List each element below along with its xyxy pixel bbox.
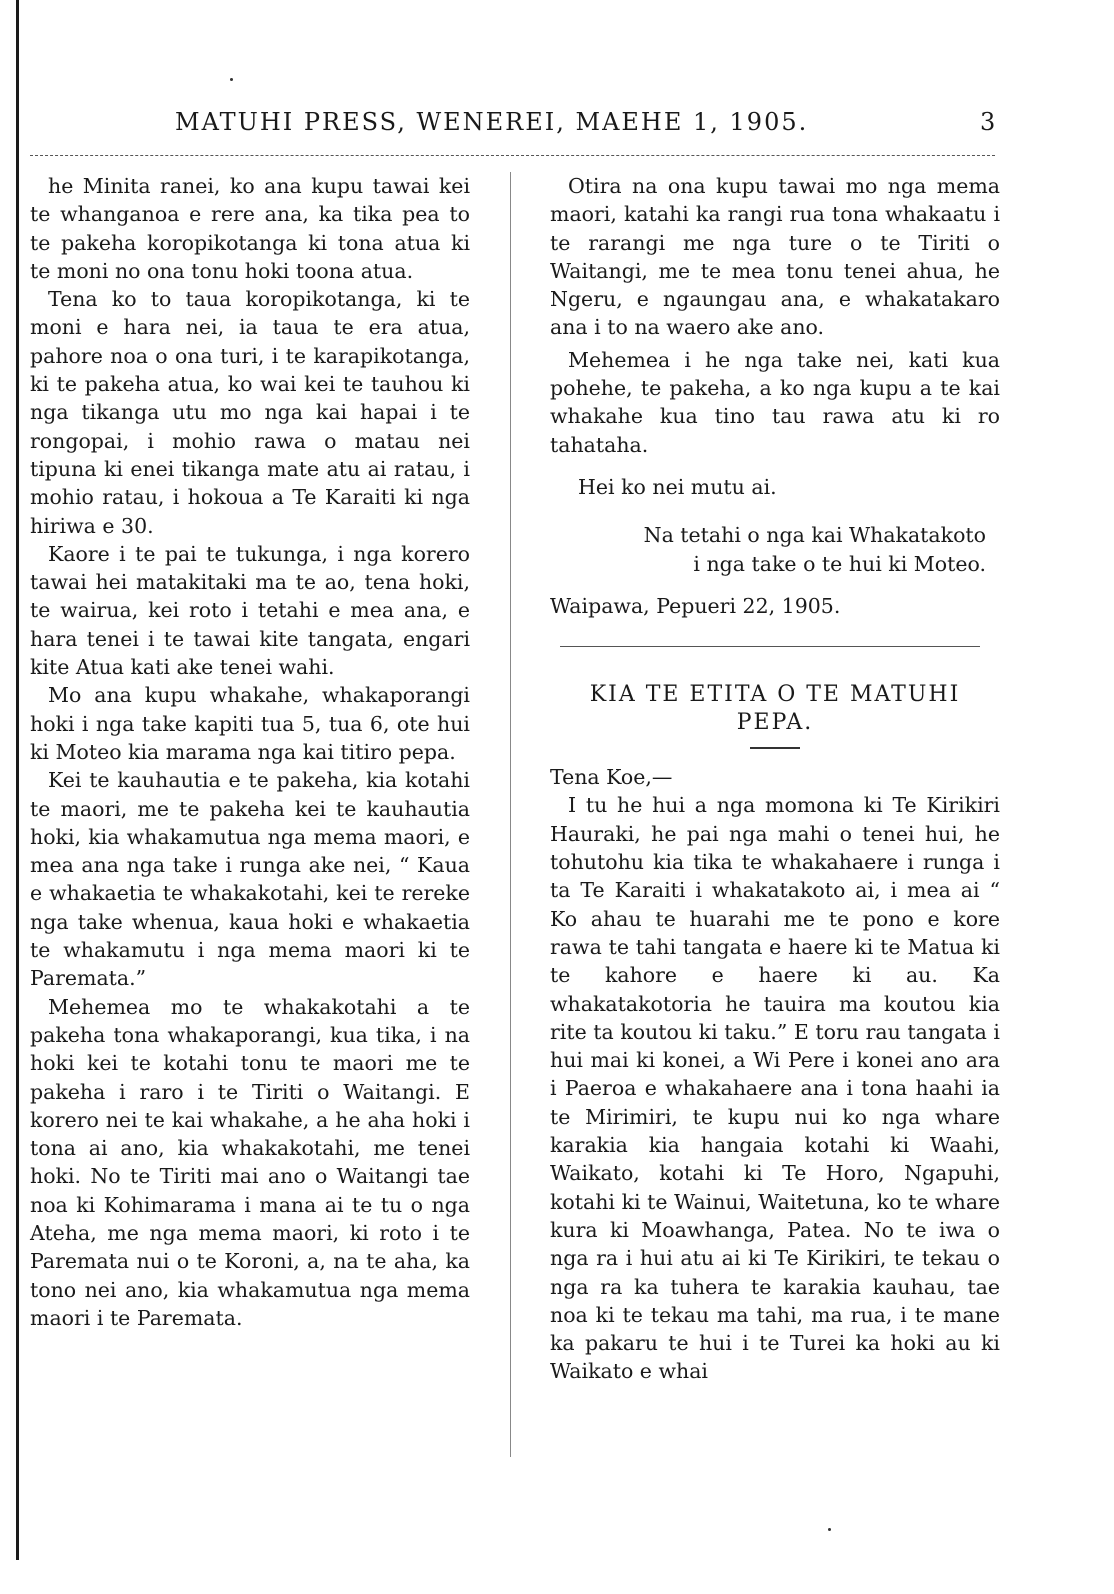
signoff: [550, 521, 1000, 578]
paragraph: Mo ana kupu whakahe, whakaporangi hoki i nga take kapiti tua 5, tua 6, ote hui ki Moteo kia marama nga kai titiro pepa.: [30, 683, 470, 764]
paragraph: Otira na ona kupu tawai mo nga mema maori, katahi ka rangi rua tona whakaatu i te rarangi me nga ture o te Tiriti o Waitangi, me te mea tonu tenei ahua, he Ngeru, e ngaungau ana, e whakatakaro ana i to na waero ake ano.: [550, 174, 1000, 340]
signoff-line: Na tetahi o nga kai Whakatakoto: [643, 523, 986, 548]
scan-edge-line: [16, 0, 19, 1560]
paragraph: Mehemea mo te whakakotahi a te pakeha tona whakaporangi, kua tika, i na hoki kei te kotahi tonu te maori me te pakeha i raro i te Tiriti o Waitangi. E korero nei te kai whakahe, a he aha hoki i tona ai ano, kia whakakotahi, me tenei hoki. No te Tiriti mai ano o Waitangi tae noa ki Kohimarama i mana ai te tu o nga Ateha, me nga mema maori, ki roto i te Paremata nui o te Koroni, a, na te aha, ka tono nei ano, kia whakamutua nga mema maori i te Paremata.: [30, 994, 470, 1330]
masthead-title: MATUHI PRESS, WENEREI, MAEHE 1, 1905.: [175, 108, 809, 136]
letter-greeting: Tena Koe,—: [550, 765, 673, 790]
speck: [230, 78, 233, 81]
paragraph: Mehemea i he nga take nei, kati kua pohehe, te pakeha, a ko nga kupu a te kai whakahe kua tino tau rawa atu ki ro tahataha.: [550, 347, 1000, 457]
letter-heading: KIA TE ETITA O TE MATUHI PEPA.: [589, 682, 961, 736]
header-rule: [30, 155, 995, 156]
section-rule: [560, 646, 980, 647]
letter-body: I tu he hui a nga momona ki Te Kirikiri Hauraki, he pai nga mahi o tenei hui, he tohutohu kia tika te whakahaere i runga i ta Te Karaiti i whakatakoto ai, i mea ai “ Ko ahau te huarahi me te pono e kore rawa te tahi tangata e haere ki te Matua ki te kahore e haere ki au. Ka whakatakotoria he tauira ma koutou kia rite ta koutou ki taku.” E toru rau tangata i hui mai ki konei, a Wi Pere i konei ano ara i Paeroa e whakahaere ana i tona haahi ia te Mirimiri, te kupu nui ko nga whare karakia kia hangaia kotahi ki Waahi, Waikato, kotahi ki Te Horo, Ngapuhi, kotahi ki te Wainui, Waitetuna, ko te whare kura ki Moawhanga, Patea. No te iwa o nga ra i hui atu ai ki Te Kirikiri, te tekau o nga ra ka tuhera te karakia kauhau, tae noa ki te tekau ma tahi, ma rua, i te mane ka pakaru te hui i te Turei ka hoki au ki Waikato e whai: [550, 793, 1000, 1384]
speck: [828, 1528, 831, 1531]
dateline: Waipawa, Pepueri 22, 1905.: [550, 593, 841, 618]
paragraph: he Minita ranei, ko ana kupu tawai kei te whanganoa e rere ana, ka tika pea to te pakeha koropikotanga ki tona atua ki te moni no ona tonu hoki toona atua.: [30, 174, 470, 283]
paragraph: Kei te kauhautia e te pakeha, kia kotahi te maori, me te pakeha kei te kauhautia hoki, kia whakamutua nga mema maori, e mea ana nga take i runga ake nei, “ Kaua e whakaetia te whakakotahi, kei te rereke nga take whenua, kaua hoki e whakaetia te whakamutu i nga mema maori ki te Paremata.”: [30, 768, 470, 991]
right-column: [550, 172, 1000, 1386]
column-divider: [510, 172, 511, 1457]
closing-line: Hei ko nei mutu ai.: [578, 474, 777, 499]
page-header: [0, 108, 1114, 148]
left-column: [30, 172, 470, 1332]
page-number: 3: [980, 108, 996, 136]
heading-rule: [750, 747, 800, 749]
paragraph: Kaore i te pai te tukunga, i nga korero tawai hei matakitaki ma te ao, tena hoki, te wairua, kei roto i tetahi e mea ana, e hara tenei i te tawai kite tangata, engari kite Atua kati ake tenei wahi.: [30, 541, 470, 680]
signoff-line: i nga take o te hui ki Moteo.: [693, 551, 986, 576]
paragraph: Tena ko to taua koropikotanga, ki te moni e hara nei, ia taua te era atua, pahore noa o ona turi, i te karapikotanga, ki te pakeha atua, ko wai kei te tauhou ki nga tikanga utu mo nga kai hapai i te rongopai, i mohio rawa o matau nei tipuna ki enei tikanga mate atu ai ratau, i mohio ratau, i hokoua a Te Karaiti ki nga hiriwa e 30.: [30, 287, 470, 538]
